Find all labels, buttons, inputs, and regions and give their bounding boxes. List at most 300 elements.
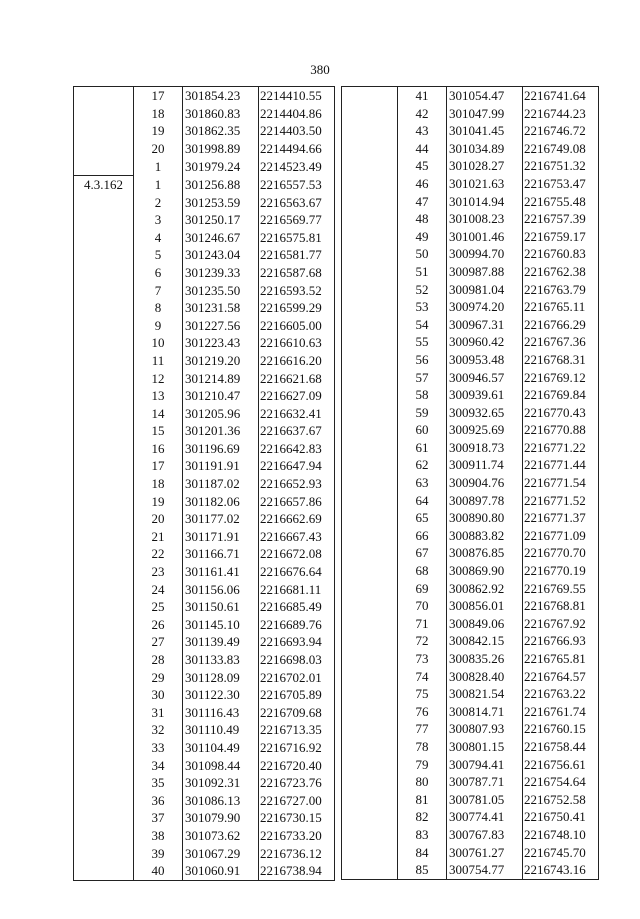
table-row xyxy=(342,175,599,193)
x-coordinate-cell: 301116.43 xyxy=(183,704,259,722)
table-row xyxy=(342,826,599,844)
x-coordinate-cell: 300754.77 xyxy=(447,861,523,879)
y-coordinate-cell: 2216769.55 xyxy=(523,580,599,598)
point-number-cell: 2 xyxy=(154,194,162,210)
section-cell xyxy=(342,738,398,756)
point-number-cell: 20 xyxy=(151,140,165,156)
table-row xyxy=(74,264,335,282)
table-row xyxy=(74,827,335,845)
table-row xyxy=(74,317,335,335)
x-coordinate-cell: 300994.70 xyxy=(447,245,523,263)
section-cell xyxy=(74,774,134,792)
x-coordinate-cell: 301041.45 xyxy=(447,122,523,140)
y-coordinate-cell: 2216605.00 xyxy=(259,317,335,335)
point-number-cell: 79 xyxy=(415,756,429,772)
section-cell xyxy=(74,282,134,300)
table-row xyxy=(74,528,335,546)
x-coordinate-cell: 301979.24 xyxy=(183,157,259,175)
y-coordinate-cell: 2216621.68 xyxy=(259,370,335,388)
y-coordinate-cell: 2216657.86 xyxy=(259,493,335,511)
point-number-cell: 70 xyxy=(415,598,429,614)
point-number-cell: 12 xyxy=(151,370,165,386)
y-coordinate-cell: 2216750.41 xyxy=(523,808,599,826)
y-coordinate-cell: 2214410.55 xyxy=(259,87,335,105)
section-cell xyxy=(74,457,134,475)
y-coordinate-cell: 2216771.09 xyxy=(523,527,599,545)
table-row xyxy=(74,334,335,352)
point-number-cell: 45 xyxy=(415,158,429,174)
y-coordinate-cell: 2216563.67 xyxy=(259,194,335,212)
section-cell xyxy=(342,527,398,545)
table-row xyxy=(74,157,335,175)
y-coordinate-cell: 2216767.92 xyxy=(523,615,599,633)
x-coordinate-cell: 300981.04 xyxy=(447,281,523,299)
point-number-cell: 56 xyxy=(415,351,429,367)
y-coordinate-cell: 2216599.29 xyxy=(259,299,335,317)
y-coordinate-cell: 2216727.00 xyxy=(259,792,335,810)
table-row xyxy=(74,686,335,704)
section-cell xyxy=(74,721,134,739)
section-cell xyxy=(74,528,134,546)
y-coordinate-cell: 2216581.77 xyxy=(259,246,335,264)
table-row xyxy=(342,844,599,862)
section-cell xyxy=(74,827,134,845)
point-number-cell: 59 xyxy=(415,404,429,420)
point-number-cell: 5 xyxy=(154,247,162,263)
table-row xyxy=(74,87,335,105)
y-coordinate-cell: 2216733.20 xyxy=(259,827,335,845)
section-cell xyxy=(74,739,134,757)
section-cell xyxy=(74,405,134,423)
y-coordinate-cell: 2214404.86 xyxy=(259,105,335,123)
y-coordinate-cell: 2216749.08 xyxy=(523,140,599,158)
page-number: 380 xyxy=(310,62,330,77)
y-coordinate-cell: 2216616.20 xyxy=(259,352,335,370)
section-cell xyxy=(74,264,134,282)
x-coordinate-cell: 301223.43 xyxy=(183,334,259,352)
point-number-cell: 50 xyxy=(415,246,429,262)
y-coordinate-cell: 2216770.70 xyxy=(523,544,599,562)
y-coordinate-cell: 2216702.01 xyxy=(259,669,335,687)
section-cell xyxy=(342,210,398,228)
point-number-cell: 64 xyxy=(415,492,429,508)
point-number-cell: 18 xyxy=(151,105,165,121)
y-coordinate-cell: 2216757.39 xyxy=(523,210,599,228)
x-coordinate-cell: 301246.67 xyxy=(183,229,259,247)
point-number-cell: 42 xyxy=(415,105,429,121)
table-row xyxy=(74,211,335,229)
point-number-cell: 11 xyxy=(151,352,165,368)
point-number-cell: 69 xyxy=(415,580,429,596)
y-coordinate-cell: 2216632.41 xyxy=(259,405,335,423)
y-coordinate-cell: 2216746.72 xyxy=(523,122,599,140)
table-row xyxy=(74,229,335,247)
section-cell xyxy=(342,281,398,299)
section-cell xyxy=(74,598,134,616)
table-row xyxy=(342,263,599,281)
y-coordinate-cell: 2216693.94 xyxy=(259,633,335,651)
section-cell xyxy=(74,422,134,440)
point-number-cell: 10 xyxy=(151,335,165,351)
x-coordinate-cell: 300974.20 xyxy=(447,298,523,316)
x-coordinate-cell: 300787.71 xyxy=(447,773,523,791)
table-row xyxy=(74,440,335,458)
section-cell xyxy=(74,651,134,669)
section-cell xyxy=(342,650,398,668)
y-coordinate-cell: 2216771.54 xyxy=(523,474,599,492)
y-coordinate-cell: 2216755.48 xyxy=(523,193,599,211)
point-number-cell: 25 xyxy=(151,599,165,615)
y-coordinate-cell: 2216738.94 xyxy=(259,862,335,880)
section-cell xyxy=(342,351,398,369)
x-coordinate-cell: 300774.41 xyxy=(447,808,523,826)
point-number-cell: 26 xyxy=(151,616,165,632)
table-row xyxy=(74,175,335,193)
point-number-cell: 29 xyxy=(151,669,165,685)
x-coordinate-cell: 300918.73 xyxy=(447,439,523,457)
x-coordinate-cell: 301219.20 xyxy=(183,352,259,370)
section-cell xyxy=(342,615,398,633)
y-coordinate-cell: 2216627.09 xyxy=(259,387,335,405)
table-row xyxy=(74,545,335,563)
section-cell xyxy=(74,757,134,775)
table-row xyxy=(342,87,599,105)
y-coordinate-cell: 2216771.52 xyxy=(523,492,599,510)
y-coordinate-cell: 2216637.67 xyxy=(259,422,335,440)
x-coordinate-cell: 301047.99 xyxy=(447,105,523,123)
point-number-cell: 22 xyxy=(151,546,165,562)
y-coordinate-cell: 2216676.64 xyxy=(259,563,335,581)
y-coordinate-cell: 2216765.81 xyxy=(523,650,599,668)
table-row xyxy=(342,421,599,439)
y-coordinate-cell: 2216770.19 xyxy=(523,562,599,580)
x-coordinate-cell: 300814.71 xyxy=(447,703,523,721)
x-coordinate-cell: 300794.41 xyxy=(447,756,523,774)
y-coordinate-cell: 2216769.84 xyxy=(523,386,599,404)
x-coordinate-cell: 301250.17 xyxy=(183,211,259,229)
section-cell xyxy=(342,597,398,615)
x-coordinate-cell: 300939.61 xyxy=(447,386,523,404)
section-cell xyxy=(342,791,398,809)
section-cell xyxy=(342,316,398,334)
table-row xyxy=(342,193,599,211)
section-cell xyxy=(74,211,134,229)
table-row xyxy=(74,704,335,722)
x-coordinate-cell: 301214.89 xyxy=(183,370,259,388)
section-cell xyxy=(74,440,134,458)
table-row xyxy=(342,369,599,387)
y-coordinate-cell: 2216769.12 xyxy=(523,369,599,387)
section-cell xyxy=(342,826,398,844)
table-row xyxy=(74,422,335,440)
x-coordinate-cell: 301998.89 xyxy=(183,140,259,158)
x-coordinate-cell: 301182.06 xyxy=(183,493,259,511)
x-coordinate-cell: 301253.59 xyxy=(183,194,259,212)
y-coordinate-cell: 2216593.52 xyxy=(259,282,335,300)
x-coordinate-cell: 301227.56 xyxy=(183,317,259,335)
point-number-cell: 54 xyxy=(415,316,429,332)
point-number-cell: 72 xyxy=(415,633,429,649)
x-coordinate-cell: 301021.63 xyxy=(447,175,523,193)
x-coordinate-cell: 301196.69 xyxy=(183,440,259,458)
y-coordinate-cell: 2216709.68 xyxy=(259,704,335,722)
section-cell xyxy=(342,773,398,791)
x-coordinate-cell: 301205.96 xyxy=(183,405,259,423)
x-coordinate-cell: 300876.85 xyxy=(447,544,523,562)
point-number-cell: 62 xyxy=(415,457,429,473)
table-row xyxy=(74,122,335,140)
section-cell xyxy=(342,298,398,316)
table-row xyxy=(342,562,599,580)
point-number-cell: 82 xyxy=(415,809,429,825)
table-row xyxy=(342,474,599,492)
x-coordinate-cell: 301028.27 xyxy=(447,157,523,175)
section-cell xyxy=(74,845,134,863)
x-coordinate-cell: 301110.49 xyxy=(183,721,259,739)
x-coordinate-cell: 301243.04 xyxy=(183,246,259,264)
y-coordinate-cell: 2216557.53 xyxy=(259,175,335,193)
table-row xyxy=(342,580,599,598)
table-row xyxy=(342,756,599,774)
section-cell xyxy=(74,704,134,722)
table-row xyxy=(342,773,599,791)
y-coordinate-cell: 2216753.47 xyxy=(523,175,599,193)
section-cell xyxy=(74,317,134,335)
table-row xyxy=(74,405,335,423)
table-row xyxy=(74,616,335,634)
point-number-cell: 32 xyxy=(151,722,165,738)
table-row xyxy=(342,386,599,404)
x-coordinate-cell: 301256.88 xyxy=(183,175,259,193)
table-row xyxy=(342,316,599,334)
section-cell xyxy=(342,122,398,140)
point-number-cell: 34 xyxy=(151,757,165,773)
table-row xyxy=(74,299,335,317)
section-cell xyxy=(74,157,134,175)
section-cell xyxy=(74,616,134,634)
y-coordinate-cell: 2214403.50 xyxy=(259,122,335,140)
point-number-cell: 74 xyxy=(415,668,429,684)
table-row xyxy=(74,387,335,405)
point-number-cell: 61 xyxy=(415,439,429,455)
point-number-cell: 48 xyxy=(415,211,429,227)
y-coordinate-cell: 2216610.63 xyxy=(259,334,335,352)
x-coordinate-cell: 301156.06 xyxy=(183,581,259,599)
point-number-cell: 28 xyxy=(151,652,165,667)
section-cell xyxy=(342,562,398,580)
x-coordinate-cell: 301239.33 xyxy=(183,264,259,282)
y-coordinate-cell: 2216752.58 xyxy=(523,791,599,809)
table-row xyxy=(342,544,599,562)
point-number-cell: 24 xyxy=(151,581,165,597)
y-coordinate-cell: 2216761.74 xyxy=(523,703,599,721)
point-number-cell: 53 xyxy=(415,299,429,315)
table-row xyxy=(342,527,599,545)
y-coordinate-cell: 2216745.70 xyxy=(523,844,599,862)
section-cell xyxy=(342,245,398,263)
section-cell xyxy=(342,404,398,422)
table-row xyxy=(74,669,335,687)
point-number-cell: 49 xyxy=(415,228,429,244)
x-coordinate-cell: 301092.31 xyxy=(183,774,259,792)
x-coordinate-cell: 301187.02 xyxy=(183,475,259,493)
y-coordinate-cell: 2216768.31 xyxy=(523,351,599,369)
section-cell xyxy=(342,263,398,281)
table-row xyxy=(74,633,335,651)
y-coordinate-cell: 2216730.15 xyxy=(259,809,335,827)
table-row xyxy=(342,615,599,633)
y-coordinate-cell: 2216736.12 xyxy=(259,845,335,863)
section-cell xyxy=(342,87,398,105)
table-row xyxy=(342,298,599,316)
section-cell xyxy=(342,421,398,439)
section-cell xyxy=(74,809,134,827)
point-number-cell: 63 xyxy=(415,475,429,491)
y-coordinate-cell: 2216723.76 xyxy=(259,774,335,792)
y-coordinate-cell: 2216770.43 xyxy=(523,404,599,422)
y-coordinate-cell: 2214494.66 xyxy=(259,140,335,158)
table-row xyxy=(342,509,599,527)
point-number-cell: 33 xyxy=(151,739,165,755)
point-number-cell: 16 xyxy=(151,440,165,456)
y-coordinate-cell: 2216667.43 xyxy=(259,528,335,546)
x-coordinate-cell: 301139.49 xyxy=(183,633,259,651)
x-coordinate-cell: 301201.36 xyxy=(183,422,259,440)
table-row xyxy=(74,475,335,493)
table-row xyxy=(342,720,599,738)
y-coordinate-cell: 2216652.93 xyxy=(259,475,335,493)
x-coordinate-cell: 301079.90 xyxy=(183,809,259,827)
section-cell xyxy=(74,140,134,158)
table-row xyxy=(342,404,599,422)
table-row xyxy=(342,703,599,721)
y-coordinate-cell: 2216744.23 xyxy=(523,105,599,123)
table-row xyxy=(342,668,599,686)
table-row xyxy=(74,792,335,810)
point-number-cell: 46 xyxy=(415,175,429,191)
y-coordinate-cell: 2216766.29 xyxy=(523,316,599,334)
section-cell xyxy=(74,105,134,123)
y-coordinate-cell: 2216765.11 xyxy=(523,298,599,316)
x-coordinate-cell: 301166.71 xyxy=(183,545,259,563)
point-number-cell: 1 xyxy=(154,158,162,174)
point-number-cell: 41 xyxy=(398,87,447,105)
table-row xyxy=(74,651,335,669)
x-coordinate-cell: 300911.74 xyxy=(447,456,523,474)
point-number-cell: 30 xyxy=(151,687,165,703)
x-coordinate-cell: 300897.78 xyxy=(447,492,523,510)
x-coordinate-cell: 300801.15 xyxy=(447,738,523,756)
y-coordinate-cell: 2216741.64 xyxy=(523,87,599,105)
point-number-cell: 47 xyxy=(415,193,429,209)
x-coordinate-cell: 301171.91 xyxy=(183,528,259,546)
table-row xyxy=(342,632,599,650)
table-row xyxy=(74,194,335,212)
x-coordinate-cell: 300953.48 xyxy=(447,351,523,369)
y-coordinate-cell: 2216763.79 xyxy=(523,281,599,299)
x-coordinate-cell: 300862.92 xyxy=(447,580,523,598)
point-number-cell: 17 xyxy=(134,87,183,105)
section-cell xyxy=(74,370,134,388)
point-number-cell: 39 xyxy=(151,845,165,861)
point-number-cell: 23 xyxy=(151,564,165,580)
point-number-cell: 80 xyxy=(415,774,429,790)
point-number-cell: 31 xyxy=(151,704,165,720)
section-cell xyxy=(74,493,134,511)
y-coordinate-cell: 2216647.94 xyxy=(259,457,335,475)
y-coordinate-cell: 2216689.76 xyxy=(259,616,335,634)
x-coordinate-cell: 300932.65 xyxy=(447,404,523,422)
section-cell xyxy=(342,105,398,123)
point-number-cell: 78 xyxy=(415,738,429,754)
y-coordinate-cell: 2216771.22 xyxy=(523,439,599,457)
coordinates-table-right xyxy=(341,86,599,880)
point-number-cell: 35 xyxy=(151,775,165,791)
table-row xyxy=(74,721,335,739)
x-coordinate-cell: 301014.94 xyxy=(447,193,523,211)
point-number-cell: 8 xyxy=(154,300,162,316)
section-cell xyxy=(74,122,134,140)
section-cell xyxy=(342,369,398,387)
x-coordinate-cell: 301098.44 xyxy=(183,757,259,775)
x-coordinate-cell: 301054.47 xyxy=(447,87,523,105)
x-coordinate-cell: 300987.88 xyxy=(447,263,523,281)
point-number-cell: 37 xyxy=(151,810,165,826)
point-number-cell: 4 xyxy=(154,229,162,245)
y-coordinate-cell: 2216642.83 xyxy=(259,440,335,458)
section-cell xyxy=(342,439,398,457)
x-coordinate-cell: 301067.29 xyxy=(183,845,259,863)
x-coordinate-cell: 300821.54 xyxy=(447,685,523,703)
x-coordinate-cell: 301060.91 xyxy=(183,862,259,880)
section-cell xyxy=(74,299,134,317)
table-row xyxy=(74,370,335,388)
y-coordinate-cell: 2214523.49 xyxy=(259,157,335,175)
section-cell xyxy=(74,229,134,247)
table-row xyxy=(342,808,599,826)
x-coordinate-cell: 300883.82 xyxy=(447,527,523,545)
x-coordinate-cell: 300767.83 xyxy=(447,826,523,844)
point-number-cell: 84 xyxy=(415,844,429,860)
x-coordinate-cell: 301133.83 xyxy=(183,651,259,669)
section-cell xyxy=(74,87,134,105)
section-cell xyxy=(74,862,134,880)
table-row xyxy=(342,140,599,158)
y-coordinate-cell: 2216713.35 xyxy=(259,721,335,739)
section-cell xyxy=(342,685,398,703)
point-number-cell: 38 xyxy=(151,827,165,843)
section-cell xyxy=(342,157,398,175)
point-number-cell: 36 xyxy=(151,792,165,808)
section-cell xyxy=(74,510,134,528)
table-row xyxy=(74,457,335,475)
section-cell xyxy=(342,861,398,879)
section-cell xyxy=(342,175,398,193)
y-coordinate-cell: 2216760.15 xyxy=(523,720,599,738)
table-row xyxy=(342,597,599,615)
y-coordinate-cell: 2216766.93 xyxy=(523,632,599,650)
point-number-cell: 57 xyxy=(415,369,429,385)
x-coordinate-cell: 301862.35 xyxy=(183,122,259,140)
table-row xyxy=(342,439,599,457)
table-row xyxy=(74,774,335,792)
x-coordinate-cell: 300835.26 xyxy=(447,650,523,668)
section-cell xyxy=(342,386,398,404)
point-number-cell: 55 xyxy=(415,334,429,350)
table-row xyxy=(342,157,599,175)
x-coordinate-cell: 300781.05 xyxy=(447,791,523,809)
point-number-cell: 68 xyxy=(415,563,429,579)
